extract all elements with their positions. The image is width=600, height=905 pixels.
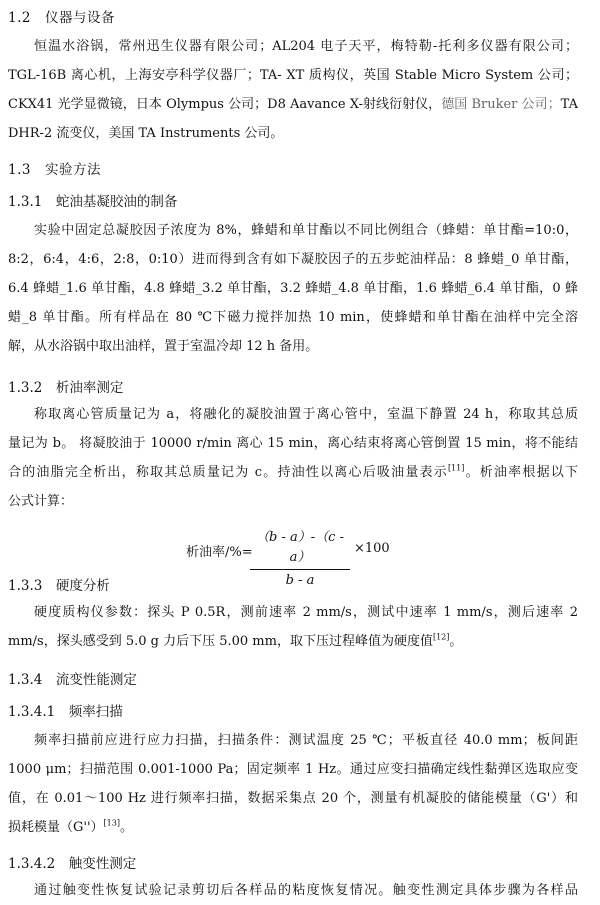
text-line: TGL-16B 离心机，上海安亭科学仪器厂；TA- XT 质构仪，英国 Stable Micro System 公司； bbox=[8, 68, 578, 83]
section-heading-1-3: 1.3 实验方法 bbox=[8, 162, 101, 178]
preparation-paragraph bbox=[8, 216, 578, 361]
citation-ref: [11] bbox=[447, 463, 465, 473]
text-line: CKX41 光学显微镜，日本 Olympus 公司；D8 Aavance X-射线衍射仪，德国 Bruker 公司；TA bbox=[8, 97, 578, 112]
section-heading-1-3-4-2: 1.3.4.2 触变性测定 bbox=[8, 856, 137, 872]
citation-ref: [13] bbox=[103, 818, 120, 828]
section-heading-1-3-3: 1.3.3 硬度分析 bbox=[8, 578, 110, 594]
frequency-sweep-paragraph bbox=[8, 726, 578, 842]
text-line: 损耗模量（G''）[13]。 bbox=[8, 818, 133, 835]
thixotropy-paragraph bbox=[8, 876, 578, 905]
text-line: 通过触变性恢复试验记录剪切后各样品的粘度恢复情况。触变性测定具体步骤为各样品 bbox=[34, 883, 578, 898]
hardness-paragraph bbox=[8, 598, 578, 656]
formula-lhs: 析油率/%= bbox=[186, 545, 253, 560]
text-line: DHR-2 流变仪，美国 TA Instruments 公司。 bbox=[8, 126, 284, 141]
text-line: 称取离心管质量记为 a，将融化的凝胶油置于离心管中，室温下静置 24 h，称取其总质 bbox=[34, 407, 578, 422]
formula-fraction bbox=[250, 528, 350, 591]
text-line: 频率扫描前应进行应力扫描，扫描条件：测试温度 25 ℃；平板直径 40.0 mm；板间距 bbox=[34, 733, 578, 748]
citation-ref: [12] bbox=[432, 632, 450, 642]
oil-loss-formula bbox=[186, 528, 406, 588]
text-line: 量记为 b。 将凝胶油于 10000 r/min 离心 15 min，离心结束将离心管倒置 15 min，将不能结 bbox=[8, 436, 578, 451]
fraction-bar bbox=[250, 569, 350, 570]
section-heading-1-3-2: 1.3.2 析油率测定 bbox=[8, 380, 124, 396]
equipment-paragraph bbox=[8, 32, 578, 148]
vendor-text-gray: 德国 Bruker 公司； bbox=[441, 97, 561, 112]
section-heading-1-3-4: 1.3.4 流变性能测定 bbox=[8, 672, 137, 688]
text-line: 恒温水浴锅，常州迅生仪器有限公司；AL204 电子天平，梅特勒-托利多仪器有限公司； bbox=[34, 39, 578, 54]
oil-loss-paragraph bbox=[8, 400, 578, 516]
text-line: 解，从水浴锅中取出油样，置于室温冷却 12 h 备用。 bbox=[8, 339, 319, 354]
text-line: mm/s，探头感受到 5.0 g 力后下压 5.00 mm，取下压过程峰值为硬度值[12]。 bbox=[8, 632, 463, 649]
text-line: 硬度质构仪参数：探头 P 0.5R，测前速率 2 mm/s，测试中速率 1 mm/s，测后速率 2 bbox=[34, 605, 578, 620]
text-line: 实验中固定总凝胶因子浓度为 8%，蜂蜡和单甘酯以不同比例组合（蜂蜡：单甘酯=10:0， bbox=[34, 223, 578, 238]
text-line: 6.4 蜂蜡_1.6 单甘酯，4.8 蜂蜡_3.2 单甘酯，3.2 蜂蜡_4.8 单甘酯，1.6 蜂蜡_6.4 单甘酯，0 蜂 bbox=[8, 281, 578, 296]
formula-numerator: （b - a）-（c - a） bbox=[256, 530, 344, 565]
section-heading-1-3-4-1: 1.3.4.1 频率扫描 bbox=[8, 704, 123, 720]
formula-denominator: b - a bbox=[285, 573, 315, 588]
text-line: 公式计算： bbox=[8, 494, 74, 509]
text-line: 蜡_8 单甘酯。所有样品在 80 ℃下磁力搅拌加热 10 min，使蜂蜡和单甘酯在油样中完全溶 bbox=[8, 310, 578, 325]
text-line: 8:2，6:4，4:6，2:8，0:10）进而得到含有如下凝胶因子的五步蛇油样品：8 蜂蜡_0 单甘酯， bbox=[8, 252, 578, 267]
text-line: 合的油脂完全析出，称取其总质量记为 c。持油性以离心后吸油量表示[11]。析油率根据以下 bbox=[8, 463, 578, 480]
section-heading-1-3-1: 1.3.1 蛇油基凝胶油的制备 bbox=[8, 194, 178, 210]
formula-rhs: ×100 bbox=[354, 541, 390, 556]
text-line: 1000 μm；扫描范围 0.001-1000 Pa；固定频率 1 Hz。通过应变扫描确定线性黏弹区选取应变 bbox=[8, 762, 578, 777]
section-heading-1-2: 1.2 仪器与设备 bbox=[8, 10, 115, 26]
text-line: 值，在 0.01～100 Hz 进行频率扫描，数据采集点 20 个，测量有机凝胶的储能模量（G'）和 bbox=[8, 791, 578, 806]
